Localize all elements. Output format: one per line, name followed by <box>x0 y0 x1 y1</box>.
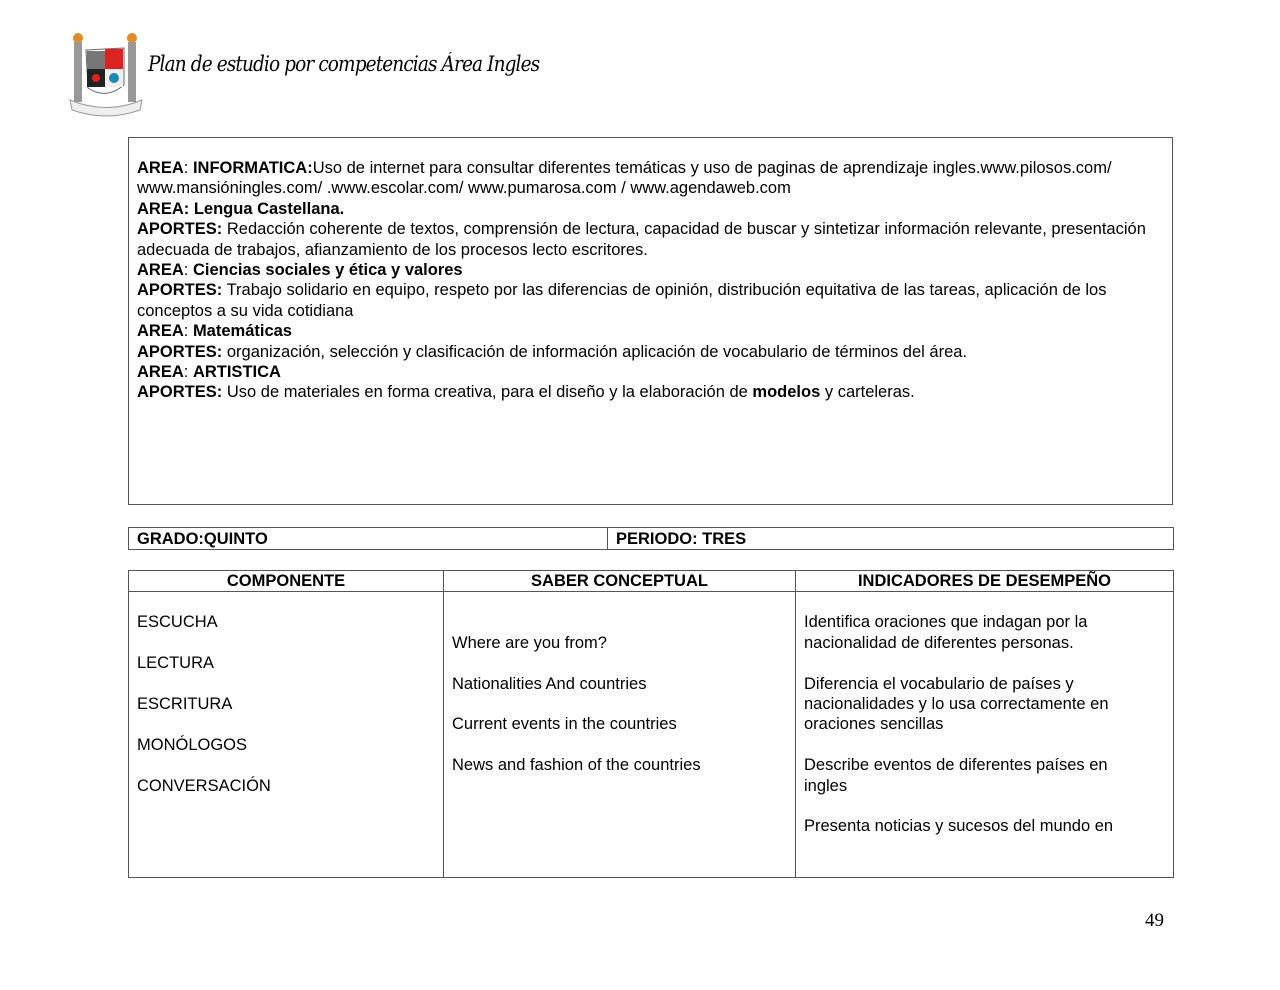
header-componente: COMPONENTE <box>129 571 444 592</box>
list-item: Where are you from? <box>452 633 607 652</box>
grado-cell: GRADO:QUINTO <box>129 528 608 549</box>
list-item: MONÓLOGOS <box>137 735 248 754</box>
header-indicadores: INDICADORES DE DESEMPEÑO <box>796 571 1174 592</box>
aportes-artistica: APORTES: Uso de materiales en forma creativa, para el diseño y la elaboración de modelos y carteleras. <box>137 383 915 402</box>
areas-box <box>128 137 1173 505</box>
list-item: ESCUCHA <box>137 613 218 632</box>
list-item: Presenta noticias y sucesos del mundo en <box>804 817 1114 836</box>
aportes-lengua: APORTES: Redacción coherente de textos, comprensión de lectura, capacidad de buscar y sintetizar información relevante, presentación adecuada de trabajos, afianzamiento de los procesos lecto escritores. <box>137 220 1146 259</box>
area-informatica: AREA: INFORMATICA:Uso de internet para consultar diferentes temáticas y uso de paginas de aprendizaje ingles.www.pilosos.com/ www.mansióningles.com/ .www.escolar.com/ www.pumarosa.com / www.agendaweb.com <box>137 159 1112 198</box>
list-item: Diferencia el vocabulario de países y nacionalidades y lo usa correctamente en oraciones sencillas <box>804 674 1109 734</box>
school-crest-logo <box>66 30 148 120</box>
indicadores-cell <box>796 592 1174 878</box>
list-item: Nationalities And countries <box>452 674 647 693</box>
document-title: Plan de estudio por competencias Área Ingles <box>148 52 540 76</box>
aportes-matematicas: APORTES: organización, selección y clasificación de información aplicación de vocabulario de términos del área. <box>137 342 968 361</box>
list-item: CONVERSACIÓN <box>137 776 271 795</box>
periodo-cell: PERIODO: TRES <box>616 530 747 548</box>
list-item: LECTURA <box>137 654 215 673</box>
grado-periodo-row <box>128 527 1174 550</box>
area-lengua: AREA: Lengua Castellana. <box>137 199 345 218</box>
table-header-row <box>129 571 1174 592</box>
componentes-cell <box>129 592 444 878</box>
list-item: News and fashion of the countries <box>452 756 701 775</box>
area-matematicas: AREA: Matemáticas <box>137 322 292 341</box>
area-artistica: AREA: ARTISTICA <box>137 363 281 382</box>
header-saber: SABER CONCEPTUAL <box>444 571 796 592</box>
table-row <box>129 592 1174 878</box>
list-item: ESCRITURA <box>137 694 233 713</box>
list-item: Identifica oraciones que indagan por la nacionalidad de diferentes personas. <box>804 613 1088 652</box>
curriculum-table <box>128 570 1174 878</box>
area-sociales: AREA: Ciencias sociales y ética y valores <box>137 261 463 280</box>
list-item: Describe eventos de diferentes países en ingles <box>804 756 1108 795</box>
saberes-cell <box>444 592 796 878</box>
list-item: Current events in the countries <box>452 715 677 734</box>
aportes-sociales: APORTES: Trabajo solidario en equipo, respeto por las diferencias de opinión, distribución equitativa de las tareas, aplicación de los conceptos a su vida cotidiana <box>137 281 1107 320</box>
page-number: 49 <box>1145 910 1164 931</box>
